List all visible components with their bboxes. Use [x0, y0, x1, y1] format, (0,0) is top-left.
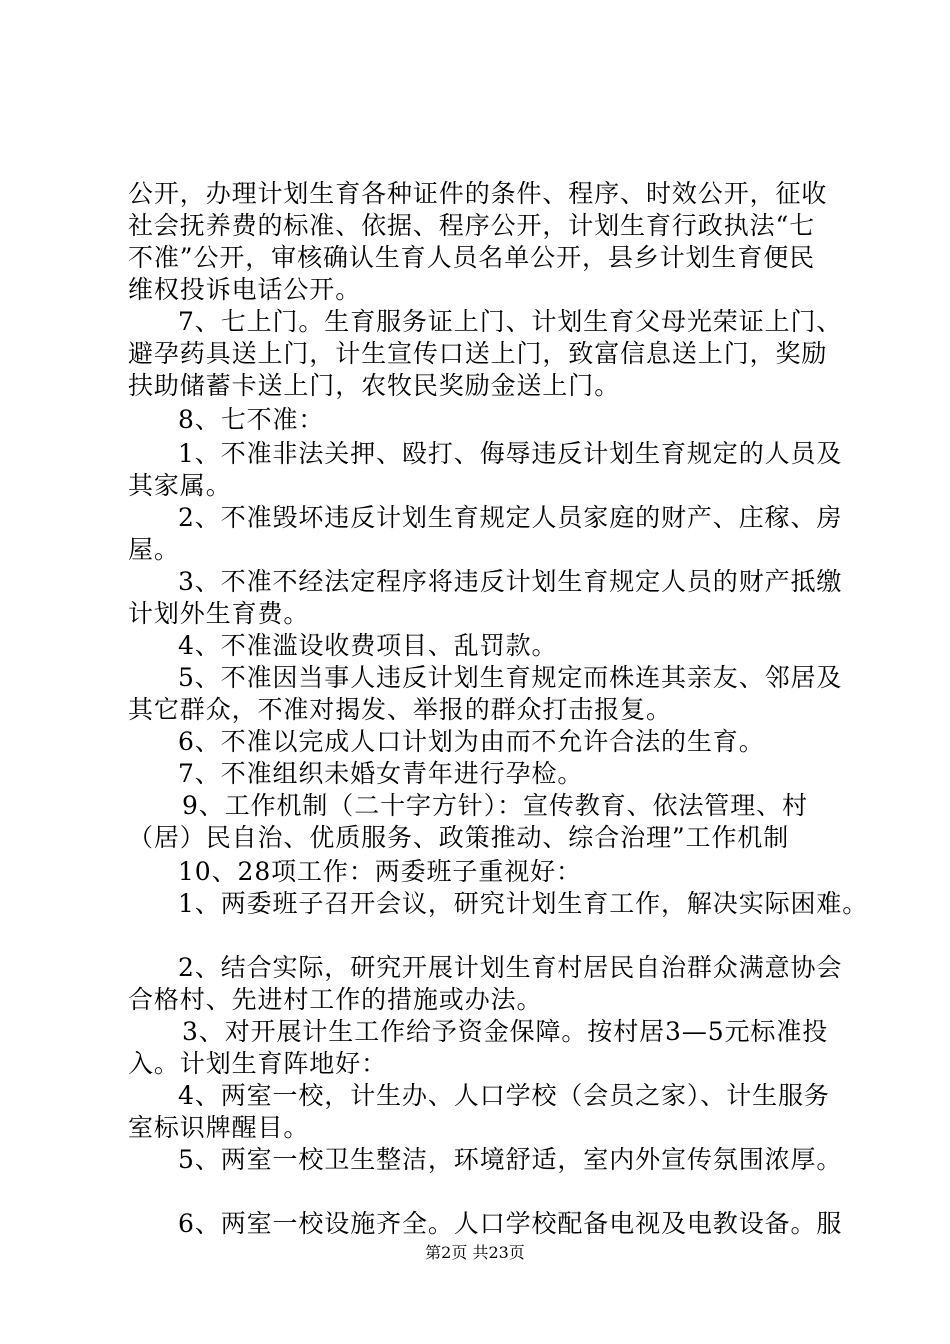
text-line: 6、两室一校设施齐全。人口学校配备电视及电教设备。服: [178, 1209, 843, 1238]
text-line: 入。计划生育阵地好：: [128, 1049, 388, 1078]
text-line: 7、七上门。生育服务证上门、计划生育父母光荣证上门、: [178, 307, 843, 336]
text-line: （居）民自治、优质服务、政策推动、综合治理”工作机制: [128, 823, 790, 852]
text-line: 4、两室一校，计生办、人口学校（会员之家）、计生服务: [178, 1081, 830, 1110]
text-line: 2、结合实际，研究开展计划生育村居民自治群众满意协会: [178, 953, 843, 982]
text-line: 计划外生育费。: [128, 599, 310, 628]
page-footer: 第2页 共23页: [425, 1243, 525, 1262]
text-line: 屋。: [128, 535, 180, 564]
text-line: 合格村、先进村工作的措施或办法。: [128, 985, 543, 1014]
text-line: 6、不准以完成人口计划为由而不允许合法的生育。: [178, 727, 765, 756]
text-line: 其它群众，不准对揭发、举报的群众打击报复。: [128, 695, 672, 724]
text-line: 2、不准毁坏违反计划生育规定人员家庭的财产、庄稼、房: [178, 503, 843, 532]
text-line: 公开，办理计划生育各种证件的条件、程序、时效公开，征收: [128, 179, 828, 208]
text-line: 7、不准组织未婚女青年进行孕检。: [178, 759, 584, 788]
text-line: 10、28项工作：两委班子重视好：: [178, 857, 582, 886]
text-line: 8、七不准：: [178, 405, 325, 434]
text-line: 1、不准非法关押、殴打、侮辱违反计划生育规定的人员及: [178, 439, 843, 468]
text-line: 3、不准不经法定程序将违反计划生育规定人员的财产抵缴: [178, 567, 843, 596]
text-line: 不准”公开，审核确认生育人员名单公开，县乡计划生育便民: [128, 243, 816, 272]
text-line: 9、工作机制（二十字方针）：宣传教育、依法管理、村: [182, 791, 808, 820]
text-line: 3、对开展计生工作给予资金保障。按村居3—5元标准投: [182, 1017, 829, 1046]
text-line: 室标识牌醒目。: [128, 1113, 310, 1142]
text-line: 4、不准滥设收费项目、乱罚款。: [178, 631, 558, 660]
text-line: 避孕药具送上门，计生宣传口送上门，致富信息送上门，奖励: [128, 339, 828, 368]
text-line: 1、两委班子召开会议，研究计划生育工作，解决实际困难。: [178, 889, 869, 918]
text-line: 社会抚养费的标准、依据、程序公开，计划生育行政执法“七: [128, 211, 816, 240]
text-line: 5、不准因当事人违反计划生育规定而株连其亲友、邻居及: [178, 663, 843, 692]
text-line: 维权投诉电话公开。: [128, 275, 362, 304]
text-line: 其家属。: [128, 471, 232, 500]
text-line: 5、两室一校卫生整洁，环境舒适，室内外宣传氛围浓厚。: [178, 1145, 843, 1174]
text-line: 扶助储蓄卡送上门，农牧民奖励金送上门。: [128, 371, 621, 400]
